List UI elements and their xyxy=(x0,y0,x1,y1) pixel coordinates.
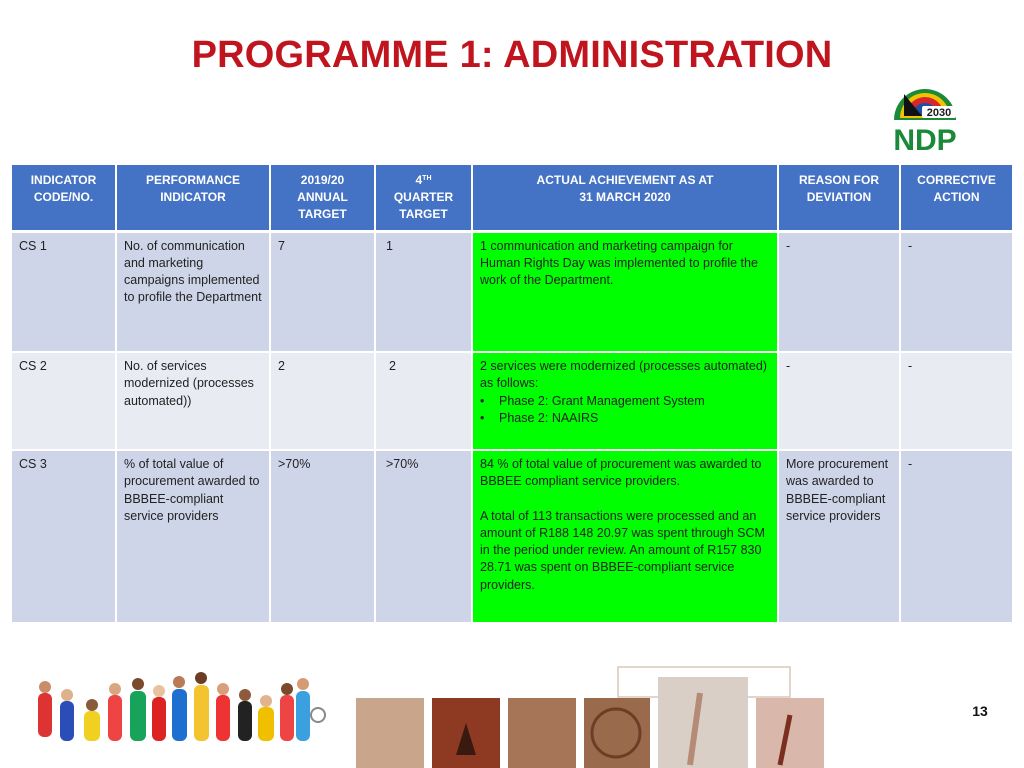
cell-reason: More procurement was awarded to BBBEE-compliant service providers xyxy=(778,450,900,623)
header-indicator-code: INDICATOR CODE/NO. xyxy=(12,165,116,231)
page-title: PROGRAMME 1: ADMINISTRATION xyxy=(191,34,833,76)
sports-kids-illustration xyxy=(38,672,325,741)
table-row xyxy=(12,352,1012,450)
header-annual-target: 2019/20 ANNUAL TARGET xyxy=(270,165,375,231)
header-q4-target: 4TH QUARTER TARGET xyxy=(375,165,472,231)
list-item: • Phase 2: Grant Management System xyxy=(480,393,770,410)
header-performance-indicator: PERFORMANCE INDICATOR xyxy=(116,165,270,231)
header-corrective-action: CORRECTIVE ACTION xyxy=(900,165,1012,231)
table-header-row xyxy=(12,165,1012,231)
ndp-2030-logo xyxy=(886,82,964,156)
cell-corrective: - xyxy=(900,231,1012,352)
cell-annual-target: 2 xyxy=(270,352,375,450)
cell-indicator: No. of communication and marketing campaigns implemented to profile the Department xyxy=(116,231,270,352)
svg-text:NDP: NDP xyxy=(893,124,957,156)
cell-corrective: - xyxy=(900,352,1012,450)
table-row xyxy=(12,231,1012,352)
table-row xyxy=(12,450,1012,623)
cell-code: CS 3 xyxy=(12,450,116,623)
cell-q4-target: >70% xyxy=(375,450,472,623)
cell-reason: - xyxy=(778,231,900,352)
cell-achievement: 1 communication and marketing campaign for Human Rights Day was implemented to profile the work of the Department. xyxy=(472,231,778,352)
cell-indicator: % of total value of procurement awarded to BBBEE-compliant service providers xyxy=(116,450,270,623)
svg-text:2030: 2030 xyxy=(926,107,952,119)
cell-code: CS 1 xyxy=(12,231,116,352)
cell-achievement: 2 services were modernized (processes automated) as follows: • Phase 2: Grant Management System • Phase 2: NAAIRS xyxy=(472,352,778,450)
indicator-table xyxy=(12,165,1012,624)
achievement-bullet-list xyxy=(480,393,770,428)
footer-decoration xyxy=(0,665,1024,768)
cell-annual-target: >70% xyxy=(270,450,375,623)
cell-achievement: 84 % of total value of procurement was awarded to BBBEE compliant service providers. A total of 113 transactions were processed and an amount of R188 148 20.97 was spent through SCM in the period under review. An amount of R157 830 28.71 was spent on BBBEE-compliant service providers. xyxy=(472,450,778,623)
cell-reason: - xyxy=(778,352,900,450)
cell-corrective: - xyxy=(900,450,1012,623)
cell-code: CS 2 xyxy=(12,352,116,450)
heritage-photo-strip xyxy=(356,667,824,768)
header-reason-for-deviation: REASON FOR DEVIATION xyxy=(778,165,900,231)
list-item: • Phase 2: NAAIRS xyxy=(480,410,770,427)
header-actual-achievement: ACTUAL ACHIEVEMENT AS AT 31 MARCH 2020 xyxy=(472,165,778,231)
cell-q4-target: 2 xyxy=(375,352,472,450)
cell-indicator: No. of services modernized (processes automated)) xyxy=(116,352,270,450)
page-number: 13 xyxy=(972,703,988,719)
cell-annual-target: 7 xyxy=(270,231,375,352)
cell-q4-target: 1 xyxy=(375,231,472,352)
